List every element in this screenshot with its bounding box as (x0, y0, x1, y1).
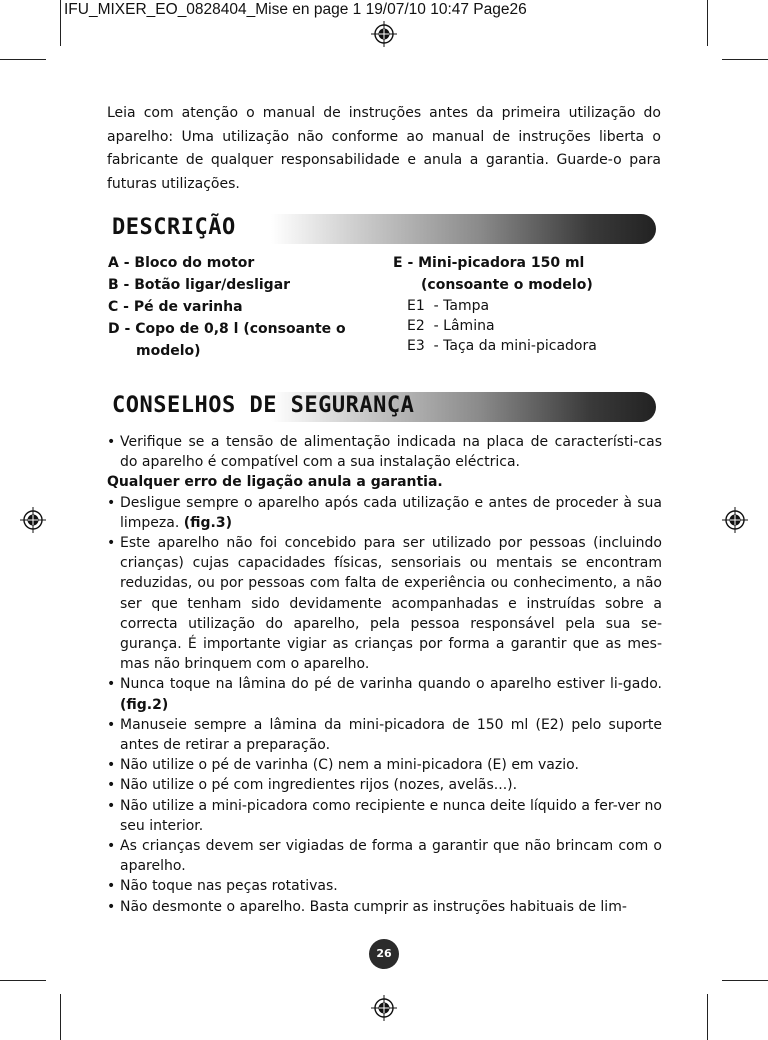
list-item: • Não toque nas peças rotativas. (107, 876, 662, 896)
list-item: • Verifique se a tensão de alimentação indicada na placa de característi-cas do aparelho é compatível com a sua instalação eléctrica. (107, 432, 662, 472)
crop-mark (707, 0, 708, 46)
safety-list (107, 432, 662, 917)
desc-item: C - Pé de varinha (108, 299, 243, 315)
desc-subitem: E3 - Taça da mini-picadora (407, 338, 597, 354)
desc-item-continuation: (consoante o modelo) (421, 277, 593, 293)
crop-mark (707, 994, 708, 1040)
crop-mark (722, 980, 768, 981)
list-item: • As crianças devem ser vigiadas de forma a garantir que não brincam com o aparelho. (107, 836, 662, 876)
desc-item: B - Botão ligar/desligar (108, 277, 291, 293)
desc-item: A - Bloco do motor (108, 255, 255, 271)
list-item: • Não desmonte o aparelho. Basta cumprir as instruções habituais de lim- (107, 897, 662, 917)
warning-paragraph: Qualquer erro de ligação anula a garantia. (107, 474, 443, 491)
list-item: • Não utilize o pé de varinha (C) nem a mini-picadora (E) em vazio. (107, 755, 662, 775)
crop-mark (60, 994, 61, 1040)
crop-mark (0, 59, 46, 60)
list-item: • Não utilize a mini-picadora como recipiente e nunca deite líquido a fer-ver no seu interior. (107, 796, 662, 836)
section-title: CONSELHOS DE SEGURANÇA (112, 393, 415, 418)
intro-paragraph: Leia com atenção o manual de instruções antes da primeira utilização do aparelho: Uma utilização não conforme ao manual de instruções liberta o fabricante de qualquer responsabilidade e anula a garantia. Guarde-o para futuras utilizações. (107, 105, 661, 192)
section-banner-seguranca (106, 392, 656, 422)
registration-mark-icon (371, 21, 397, 47)
list-item: • Manuseie sempre a lâmina da mini-picadora de 150 ml (E2) pelo suporte antes de retirar a preparação. (107, 715, 662, 755)
description-list-left (108, 252, 346, 362)
registration-mark-icon (371, 995, 397, 1021)
registration-mark-icon (20, 507, 46, 533)
list-item: • Este aparelho não foi concebido para ser utilizado por pessoas (incluindo crianças) cujas capacidades físicas, sensoriais ou mentais se encontram reduzidas, ou por pessoas com falta de experiência ou conhecimento, a não ser que tenham sido devidamente acompanhadas e instruídas sobre a correcta utilização do aparelho, pela pessoa responsável pela sua se-gurança. É importante vigiar as crianças por forma a garantir que as mes-mas não brinquem com o aparelho. (107, 533, 662, 674)
desc-item: D - Copo de 0,8 l (consoante o (108, 321, 346, 337)
figure-reference: (fig.3) (183, 514, 233, 531)
crop-mark (722, 59, 768, 60)
section-banner-descricao (106, 214, 656, 244)
list-item: • Não utilize o pé com ingredientes rijos (nozes, avelãs...). (107, 775, 662, 795)
print-slug: IFU_MIXER_EO_0828404_Mise en page 1 19/07/10 10:47 Page26 (64, 1, 527, 18)
desc-item-continuation: modelo) (136, 343, 201, 359)
list-item: • Nunca toque na lâmina do pé de varinha quando o aparelho estiver li-gado. (fig.2) (107, 674, 662, 714)
desc-item: E - Mini-picadora 150 ml (393, 255, 585, 271)
crop-mark (0, 980, 46, 981)
section-title: DESCRIÇÃO (112, 215, 236, 240)
desc-subitem: E1 - Tampa (407, 298, 490, 314)
registration-mark-icon (722, 507, 748, 533)
desc-subitem: E2 - Lâmina (407, 318, 495, 334)
figure-reference: (fig.2) (120, 696, 169, 713)
list-item: • Desligue sempre o aparelho após cada utilização e antes de proceder à sua limpeza. (fig.3) (107, 493, 662, 533)
description-list-right (393, 252, 597, 356)
crop-mark (60, 0, 61, 46)
page-number-badge: 26 (369, 939, 399, 969)
